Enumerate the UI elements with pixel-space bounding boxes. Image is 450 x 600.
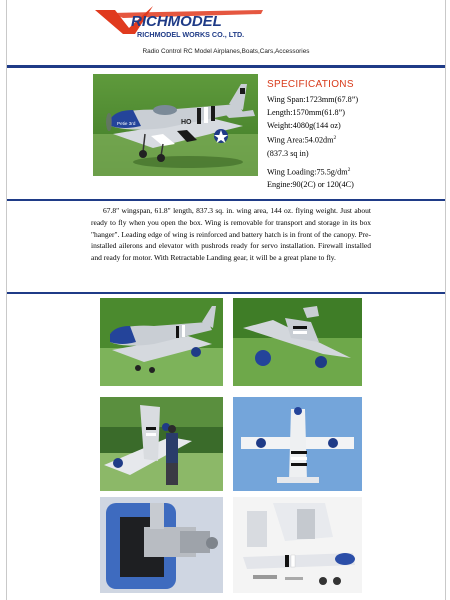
spec-wing-loading: Wing $Loading:75.5g/dm^2$ <box>267 166 351 177</box>
specifications-title: SPECIFICATIONS <box>267 79 354 90</box>
section-divider <box>7 199 445 201</box>
logo-text: RICHMODEL <box>131 13 222 30</box>
gallery-photo-side-view <box>100 298 223 386</box>
product-description: 67.8" wingspan, 61.8" length, 837.3 sq. in. wing area, 144 oz. flying weight. Just about ready to fly when you open the box. Wing is removable for transport and storage in its box "hanger". Leading edge of wing is reinforced and battery hatch is in front of the canopy. Pre-installed ailerons and elevator with pushrods ready for servo installation. Firewall installed and ready for motor. With Retractable Landing gear, it will be a great plane to fly. <box>91 206 371 263</box>
spec-weight: Weight:4080g(144 oz) <box>267 121 341 130</box>
gallery-photo-top-front <box>233 298 362 386</box>
spec-engine: Engine:90(2C) or 120(4C) <box>267 180 354 190</box>
specifications-list <box>267 93 358 191</box>
spec-length: Length:1570mm(61.8”) <box>267 108 345 117</box>
richmodel-logo <box>93 4 273 40</box>
spec-wing-span: Wing Span:1723mm(67.8”) <box>267 95 359 104</box>
main-product-photo <box>93 74 258 176</box>
tagline: Radio Control RC Model Airplanes,Boats,Cars,Accessories <box>142 48 310 55</box>
section-divider <box>7 292 445 294</box>
gallery-photo-person-holding <box>100 397 223 491</box>
spec-wing-area: Wing $Area:54.02dm^2$ <box>267 135 337 145</box>
product-page <box>6 0 446 600</box>
fuselage-code: HO <box>181 119 192 126</box>
gallery-photo-bottom-view <box>233 397 362 491</box>
nose-art-text: Petie 3rd <box>117 121 136 126</box>
gallery-photo-engine-mount <box>100 497 223 593</box>
header-divider <box>7 65 445 68</box>
spec-wing-area-in: (837.3 sq in) <box>267 148 309 158</box>
company-name: RICHMODEL WORKS CO., LTD. <box>137 30 245 39</box>
gallery-photo-kit-parts <box>233 497 362 593</box>
